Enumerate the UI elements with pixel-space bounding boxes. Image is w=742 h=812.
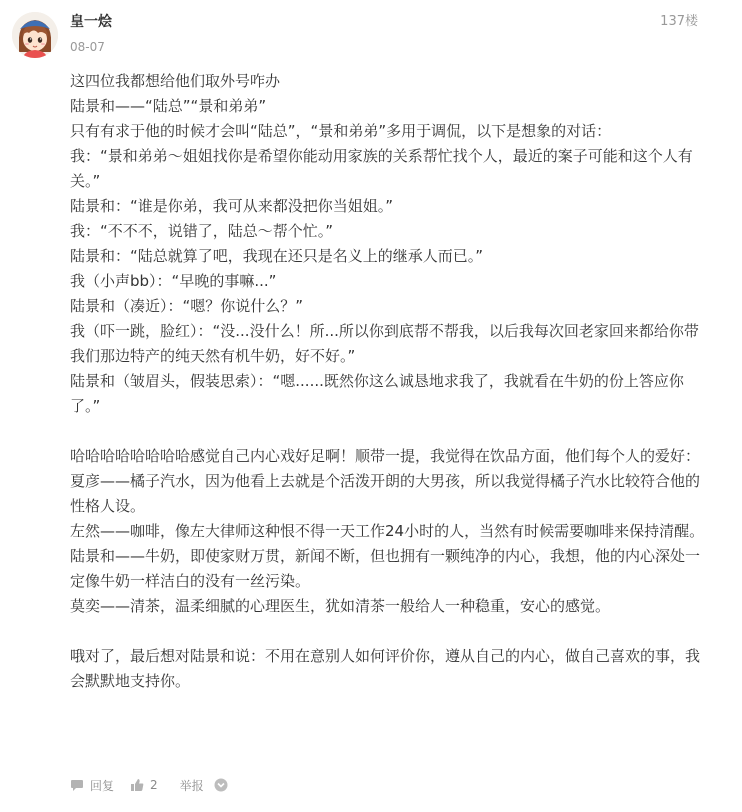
content-paragraph: 陆景和——牛奶，即使家财万贯，新闻不断，但也拥有一颗纯净的内心，我想，他的内心深处一定像牛奶一样洁白的没有一丝污染。 bbox=[70, 547, 701, 590]
content-paragraph: 左然——咖啡，像左大律师这种恨不得一天工作24小时的人，当然有时候需要咖啡来保持清醒。 bbox=[70, 522, 705, 540]
content-paragraph: 哈哈哈哈哈哈哈哈感觉自己内心戏好足啊！顺带一提，我觉得在饮品方面，他们每个人的爱好： bbox=[70, 447, 701, 465]
post-content bbox=[70, 69, 710, 694]
content-paragraph: 只有有求于他的时候才会叫“陆总”，“景和弟弟”多用于调侃，以下是想象的对话： bbox=[70, 122, 612, 140]
speech-bubble-icon bbox=[70, 779, 84, 792]
content-paragraph: 陆景和：“谁是你弟，我可从来都没把你当姐姐。” bbox=[70, 197, 394, 215]
content-paragraph: 夏彦——橘子汽水，因为他看上去就是个活泼开朗的大男孩，所以我觉得橘子汽水比较符合他的性格人设。 bbox=[70, 472, 701, 515]
content-paragraph: 我（小声bb）：“早晚的事嘛...” bbox=[70, 272, 277, 290]
avatar-image bbox=[12, 12, 58, 58]
post-date: 08-07 bbox=[70, 40, 105, 54]
content-paragraph: 陆景和——“陆总”“景和弟弟” bbox=[70, 97, 267, 115]
content-paragraph: 我：“景和弟弟～姐姐找你是希望你能动用家族的关系帮忙找个人，最近的案子可能和这个人有关。” bbox=[70, 147, 693, 190]
more-button[interactable] bbox=[214, 778, 228, 792]
content-paragraph: 这四位我都想给他们取外号咋办 bbox=[70, 72, 281, 90]
like-button[interactable] bbox=[130, 778, 158, 792]
content-paragraph: 陆景和：“陆总就算了吧，我现在还只是名义上的继承人而已。” bbox=[70, 247, 484, 265]
content-paragraph: 哦对了，最后想对陆景和说：不用在意别人如何评价你，遵从自己的内心，做自己喜欢的事，我会默默地支持你。 bbox=[70, 647, 701, 690]
content-paragraph: 莫奕——清茶，温柔细腻的心理医生，犹如清茶一般给人一种稳重，安心的感觉。 bbox=[70, 597, 611, 615]
reply-label: 回复 bbox=[90, 778, 115, 793]
report-button[interactable] bbox=[180, 777, 204, 794]
action-bar bbox=[70, 775, 228, 795]
paragraph-spacer bbox=[70, 419, 710, 444]
avatar[interactable] bbox=[12, 12, 58, 58]
report-label: 举报 bbox=[179, 778, 204, 793]
like-count: 2 bbox=[150, 778, 158, 792]
chevron-down-circle-icon bbox=[214, 778, 228, 792]
username[interactable]: 皇一烩 bbox=[70, 14, 112, 30]
paragraph-spacer bbox=[70, 619, 710, 644]
content-paragraph: 陆景和（皱眉头，假装思索）：“嗯......既然你这么诚恳地求我了，我就看在牛奶的份上答应你了。” bbox=[70, 372, 684, 415]
floor-number: 137楼 bbox=[660, 14, 698, 29]
content-paragraph: 我（吓一跳，脸红）：“没...没什么！所...所以你到底帮不帮我，以后我每次回老家回来都给你带我们那边特产的纯天然有机牛奶，好不好。” bbox=[70, 322, 699, 365]
content-paragraph: 陆景和（凑近）：“嗯？你说什么？” bbox=[70, 297, 304, 315]
thumbs-up-icon bbox=[130, 778, 144, 792]
content-paragraph: 我：“不不不，说错了，陆总～帮个忙。” bbox=[70, 222, 334, 240]
reply-button[interactable] bbox=[70, 777, 114, 794]
